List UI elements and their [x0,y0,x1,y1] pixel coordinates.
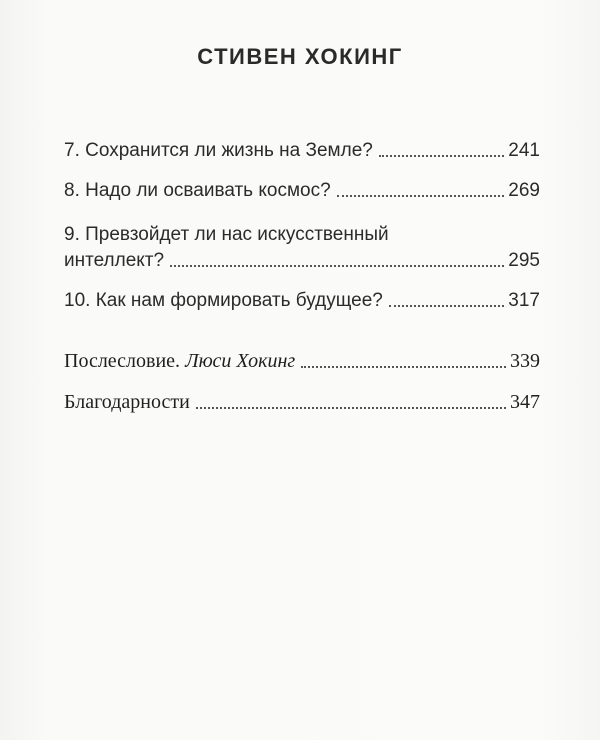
section-gap [64,330,540,350]
toc-entry-chapter-8[interactable] [64,180,540,202]
toc-entry-page: 339 [510,350,540,372]
dot-leader [337,195,505,197]
toc-entry-chapter-7[interactable] [64,140,540,162]
dot-leader [301,366,506,368]
afterword-label: Послесловие. [64,350,181,372]
toc-entry-page: 317 [508,290,540,311]
toc-entry-title [64,350,295,373]
dot-leader [196,407,506,409]
toc-entry-acknowledgements[interactable] [64,391,540,414]
toc-entry-page: 241 [508,140,540,161]
toc-entry-title: Благодарности [64,391,190,413]
dot-leader [379,155,504,157]
running-header-author: СТИВЕН ХОКИНГ [197,44,403,69]
toc-entry-page: 347 [510,391,540,413]
table-of-contents [64,140,540,432]
toc-entry-title-line1: 9. Превзойдет ли нас искусственный [64,224,389,245]
toc-entry-page: 269 [508,180,540,201]
toc-entry-chapter-9[interactable] [64,220,540,272]
dot-leader [389,305,504,307]
toc-entry-title: 7. Сохранится ли жизнь на Земле? [64,140,373,161]
toc-entry-afterword[interactable] [64,350,540,373]
toc-entry-title-line2: интеллект? [64,250,165,271]
toc-entry-title: 8. Надо ли осваивать космос? [64,180,331,201]
toc-entry-page: 295 [508,250,540,271]
dot-leader [170,265,504,267]
afterword-author: Люси Хокинг [185,350,296,372]
toc-entry-title: 10. Как нам формировать будущее? [64,290,383,311]
toc-entry-chapter-10[interactable] [64,290,540,312]
toc-entry-line2 [64,250,540,272]
